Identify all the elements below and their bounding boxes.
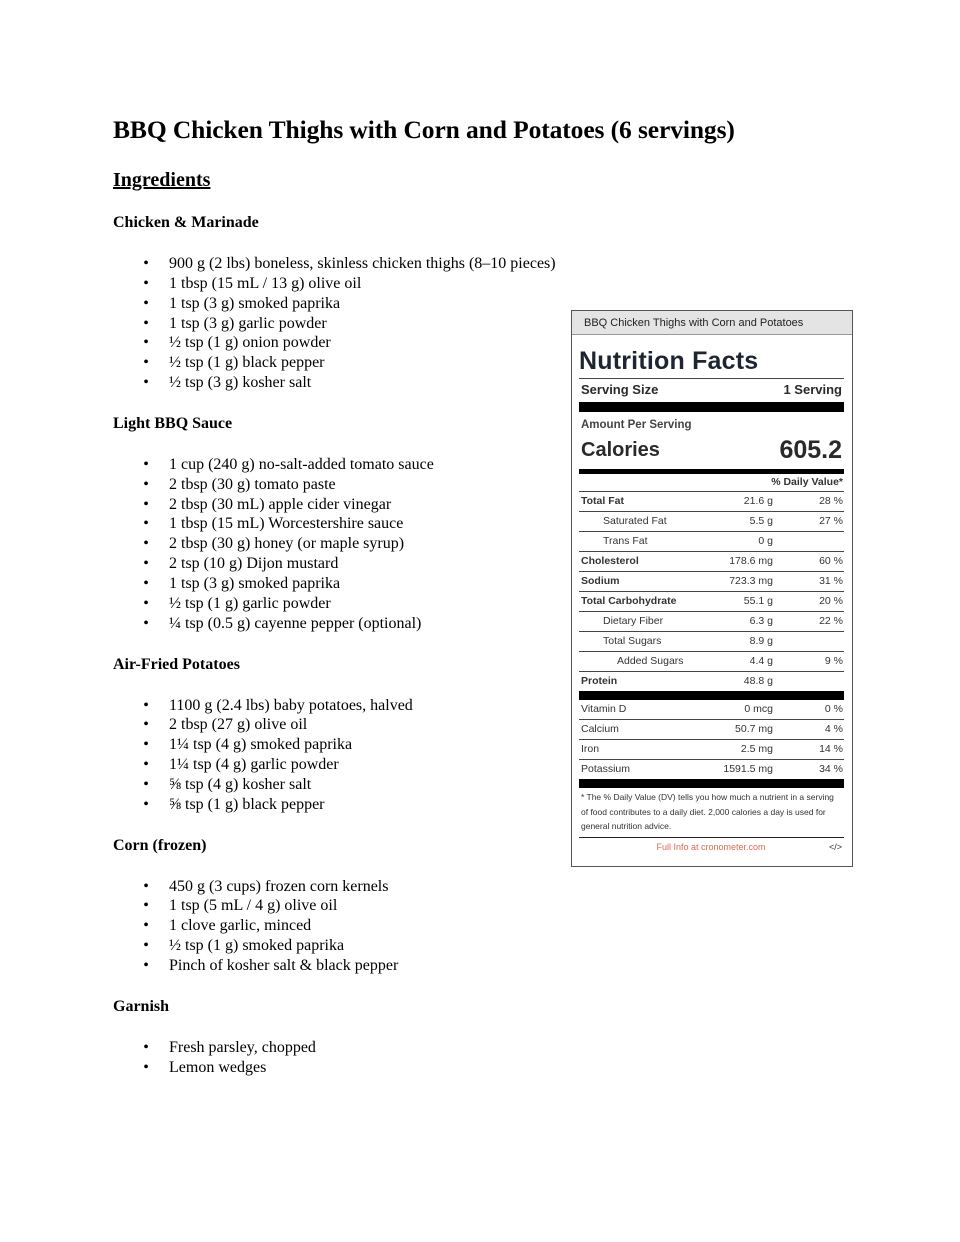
bullet-icon: • [143,274,149,292]
bullet-icon: • [143,1058,149,1076]
nutrient-amount: 1591.5 mg [723,763,773,775]
ingredient-text: ⅝ tsp (1 g) black pepper [169,795,325,813]
ingredient-text: 1 tsp (3 g) smoked paprika [169,294,341,312]
ingredient-text: ½ tsp (1 g) onion powder [169,334,331,352]
nutrient-name: Total Fat [581,495,624,507]
nutrient-amount: 4.4 g [749,655,773,667]
nutrient-daily-value: 27 % [819,515,843,527]
bullet-icon: • [143,535,149,553]
nutrient-name: Total Sugars [603,635,662,647]
calories-label: Calories [581,439,660,461]
nutrient-amount: 55.1 g [743,595,773,607]
recipe-title: BBQ Chicken Thighs with Corn and Potatoes (6 servings) [113,115,735,144]
nutrient-daily-value: 22 % [819,615,843,627]
section-heading: Corn (frozen) [113,836,207,854]
nutrient-daily-value: 28 % [819,495,843,507]
nutrient-amount: 178.6 mg [729,555,773,567]
ingredient-text: 900 g (2 lbs) boneless, skinless chicken thighs (8–10 pieces) [169,255,556,272]
bullet-icon: • [143,795,149,813]
ingredient-section [113,997,873,1078]
serving-size-row [579,379,844,401]
calories-row [579,437,844,463]
ingredient-item [113,254,873,274]
nutrient-amount: 2.5 mg [740,743,773,755]
ingredient-item [113,1058,873,1078]
nutrient-name: Iron [581,743,600,755]
bullet-icon: • [143,354,149,372]
bullet-icon: • [143,374,149,392]
cronometer-link[interactable]: Full Info at cronometer.com [656,841,766,852]
nutrient-row [579,720,844,740]
nutrient-daily-value [773,632,844,651]
nutrient-name: Added Sugars [617,655,684,667]
nutrient-name: Saturated Fat [603,515,667,527]
bullet-icon: • [143,736,149,754]
bullet-icon: • [143,314,149,332]
nutrient-row [579,552,844,572]
nutrient-amount: 6.3 g [749,615,773,627]
nutrition-recipe-name: BBQ Chicken Thighs with Corn and Potatoes [572,311,852,335]
ingredient-text: 450 g (3 cups) frozen corn kernels [169,877,389,895]
nutrient-name: Calcium [581,723,619,735]
bullet-icon: • [143,756,149,774]
ingredient-text: ½ tsp (1 g) smoked paprika [169,937,345,955]
ingredient-text: Pinch of kosher salt & black pepper [169,956,399,974]
ingredient-item [113,274,873,294]
ingredient-item [113,916,873,936]
ingredient-text: Lemon wedges [169,1058,267,1076]
bullet-icon: • [143,775,149,793]
bullet-icon: • [143,455,149,473]
thick-divider [579,779,844,788]
section-heading: Air-Fried Potatoes [113,655,240,673]
serving-size-label: Serving Size [581,382,659,397]
serving-size-value: 1 Serving [783,382,842,397]
ingredient-text: 1 tsp (5 mL / 4 g) olive oil [169,897,338,915]
nutrient-daily-value: 0 % [824,703,843,715]
nutrient-daily-value: 34 % [819,763,843,775]
ingredient-text: 2 tbsp (30 g) honey (or maple syrup) [169,535,405,553]
bullet-icon: • [143,594,149,612]
bullet-icon: • [143,255,149,272]
ingredient-text: 1 clove garlic, minced [169,917,312,935]
nutrient-name: Dietary Fiber [603,615,664,627]
nutrient-amount: 50.7 mg [735,723,773,735]
ingredient-item [113,956,873,976]
nutrient-name: Vitamin D [581,703,627,715]
section-heading: Light BBQ Sauce [113,414,233,432]
ingredient-text: ½ tsp (1 g) black pepper [169,354,325,372]
ingredient-text: Fresh parsley, chopped [169,1038,316,1056]
bullet-icon: • [143,574,149,592]
nutrient-row [579,652,844,672]
ingredient-item [113,1038,873,1058]
nutrition-facts-title: Nutrition Facts [579,347,759,375]
ingredient-text: ¼ tsp (0.5 g) cayenne pepper (optional) [169,614,422,632]
ingredient-text: 2 tbsp (30 g) tomato paste [169,475,336,493]
nutrient-row [579,612,844,632]
daily-value-footnote: * The % Daily Value (DV) tells you how much a nutrient in a serving of food contributes to a daily diet. 2,000 calories a day is used for general nutrition advice. [579,790,844,838]
nutrient-name: Trans Fat [603,535,648,547]
nutrient-row [579,492,844,512]
ingredient-list [113,877,873,976]
nutrition-facts-label [571,310,853,867]
nutrient-row [579,572,844,592]
bullet-icon: • [143,716,149,734]
nutrient-row [579,532,844,552]
vitamin-table [579,700,844,779]
bullet-icon: • [143,877,149,895]
bullet-icon: • [143,495,149,513]
nutrient-amount: 5.5 g [749,515,773,527]
nutrient-name: Total Carbohydrate [581,595,677,607]
thick-divider [579,691,844,700]
ingredient-text: 1 cup (240 g) no-salt-added tomato sauce [169,455,434,473]
nutrient-amount: 0 g [758,535,773,547]
ingredient-text: 1 tbsp (15 mL) Worcestershire sauce [169,515,404,533]
ingredient-text: 1100 g (2.4 lbs) baby potatoes, halved [169,696,413,714]
nutrient-daily-value: 60 % [819,555,843,567]
ingredient-text: 1¼ tsp (4 g) smoked paprika [169,736,353,754]
nutrient-amount: 723.3 mg [729,575,773,587]
nutrient-row [579,700,844,720]
ingredients-heading: Ingredients [113,169,211,191]
bullet-icon: • [143,1038,149,1056]
ingredient-text: ½ tsp (3 g) kosher salt [169,374,312,392]
nutrient-daily-value: 31 % [819,575,843,587]
ingredient-text: 2 tbsp (30 mL) apple cider vinegar [169,495,392,513]
ingredient-item [113,877,873,897]
embed-code-icon[interactable]: </> [828,841,842,852]
nutrient-amount: 0 mcg [744,703,773,715]
nutrient-name: Potassium [581,763,631,775]
nutrient-row [579,512,844,532]
bullet-icon: • [143,917,149,935]
nutrient-row [579,592,844,612]
daily-value-header: % Daily Value* [579,474,844,492]
ingredient-text: 1 tsp (3 g) smoked paprika [169,574,341,592]
nutrient-row [579,740,844,760]
nutrient-table [579,492,844,691]
section-heading: Chicken & Marinade [113,214,259,231]
amount-per-serving: Amount Per Serving [581,419,692,431]
nutrient-daily-value [773,532,844,551]
nutrient-daily-value: 4 % [824,723,843,735]
bullet-icon: • [143,937,149,955]
nutrient-daily-value: 9 % [824,655,843,667]
ingredient-text: 2 tbsp (27 g) olive oil [169,716,308,734]
nutrient-name: Sodium [581,575,620,587]
ingredient-text: ½ tsp (1 g) garlic powder [169,594,331,612]
nutrient-name: Cholesterol [581,555,639,567]
bullet-icon: • [143,475,149,493]
ingredient-list [113,1038,873,1078]
calories-value: 605.2 [779,436,842,464]
nutrient-daily-value [773,672,844,691]
nutrient-amount: 8.9 g [749,635,773,647]
section-heading: Garnish [113,997,170,1015]
bullet-icon: • [143,555,149,573]
bullet-icon: • [143,294,149,312]
ingredient-text: 2 tsp (10 g) Dijon mustard [169,555,339,573]
ingredient-text: 1 tbsp (15 mL / 13 g) olive oil [169,274,362,292]
bullet-icon: • [143,956,149,974]
bullet-icon: • [143,897,149,915]
thick-divider [579,402,844,412]
nutrient-daily-value: 20 % [819,595,843,607]
ingredient-text: 1¼ tsp (4 g) garlic powder [169,756,339,774]
bullet-icon: • [143,515,149,533]
nutrient-amount: 48.8 g [743,675,773,687]
nutrient-amount: 21.6 g [743,495,773,507]
nutrient-row [579,632,844,652]
bullet-icon: • [143,334,149,352]
ingredient-text: ⅝ tsp (4 g) kosher salt [169,775,312,793]
nutrient-row [579,672,844,691]
nutrition-footer [579,838,844,856]
ingredient-text: 1 tsp (3 g) garlic powder [169,314,327,332]
bullet-icon: • [143,696,149,714]
bullet-icon: • [143,614,149,632]
nutrient-row [579,760,844,779]
ingredient-item [113,896,873,916]
nutrient-daily-value: 14 % [819,743,843,755]
nutrient-name: Protein [581,675,618,687]
ingredient-item [113,936,873,956]
